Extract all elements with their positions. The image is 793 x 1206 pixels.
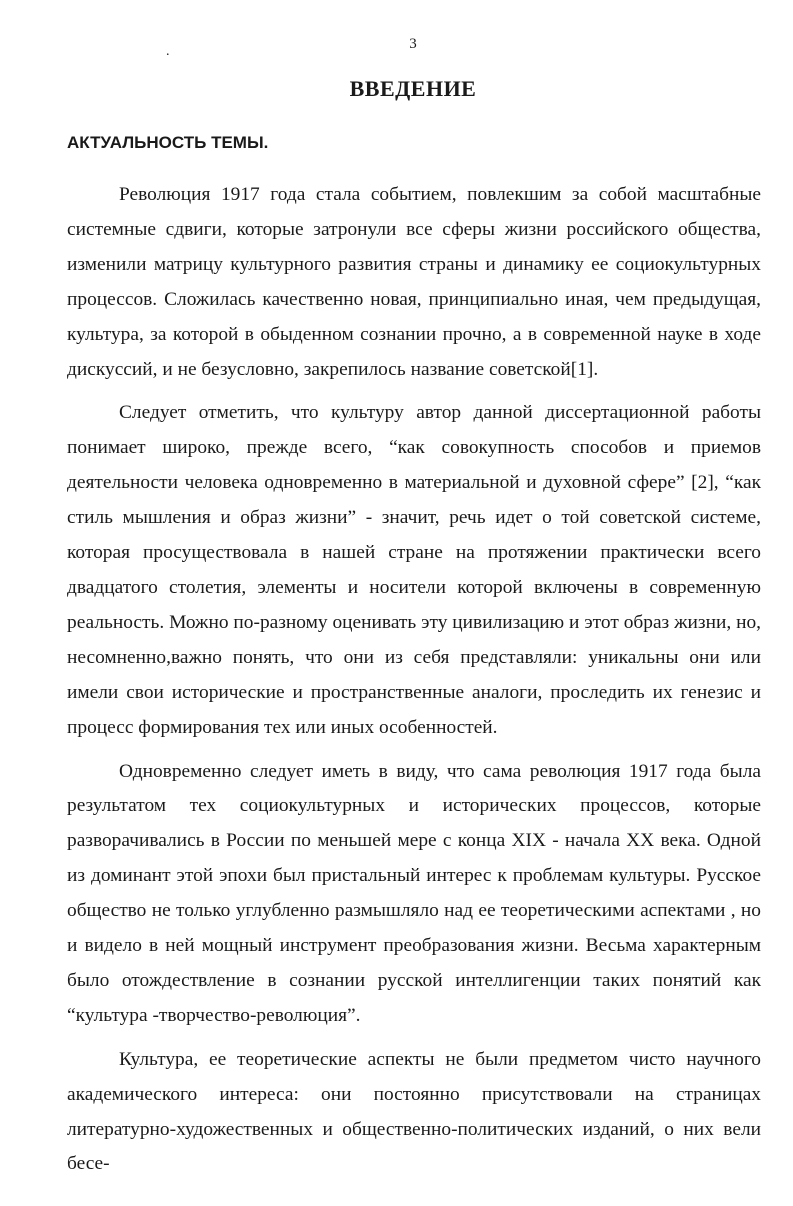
body-text (67, 178, 761, 1191)
section-heading: АКТУАЛЬНОСТЬ ТЕМЫ. (67, 133, 269, 152)
paragraph-3: Одновременно следует иметь в виду, что сама революция 1917 года была результатом тех социокультурных и исторических процессов, которые разворачивались в России по меньшей мере с конца XIX - начала XX века. Одной из доминант этой эпохи был пристальный интерес к проблемам культуры. Русское общество не только углубленно размышляло над ее теоретическими аспектами , но и видело в ней мощный инструмент преобразования жизни. Весьма характерным было отождествление в сознании русской интеллигенции таких понятий как “культура -творчество-революция”. (67, 760, 761, 1026)
paragraph-2: Следует отметить, что культуру автор данной диссертационной работы понимает широко, прежде всего, “как совокупность способов и приемов деятельности человека одновременно в материальной и духовной сфере” [2], “как стиль мышления и образ жизни” - значит, речь идет о той советской системе, которая просуществовала в нашей стране на протяжении практически всего двадцатого столетия, элементы и носители которой включены в современную реальность. Можно по-разному оценивать эту цивилизацию и этот образ жизни, но, несомненно,важно понять, что они из себя представляли: уникальны они или имели свои исторические и пространственные аналоги, проследить их генезис и процесс формирования тех или иных особенностей. (67, 402, 761, 738)
page-title: ВВЕДЕНИЕ (349, 76, 477, 101)
page-number: 3 (409, 36, 417, 52)
stray-mark: . (166, 44, 170, 59)
paragraph-4: Культура, ее теоретические аспекты не были предметом чисто научного академического интереса: они постоянно присутствовали на страницах литературно-художественных и общественно-политических изданий, о них вели бесе- (67, 1048, 761, 1175)
paragraph-1: Революция 1917 года стала событием, повлекшим за собой масштабные системные сдвиги, которые затронули все сферы жизни российского общества, изменили матрицу культурного развития страны и динамику ее социокультурных процессов. Сложилась качественно новая, принципиально иная, чем предыдущая, культура, за которой в обыденном сознании прочно, а в современной науке в ходе дискуссий, и не безусловно, закрепилось название советской[1]. (67, 184, 761, 380)
